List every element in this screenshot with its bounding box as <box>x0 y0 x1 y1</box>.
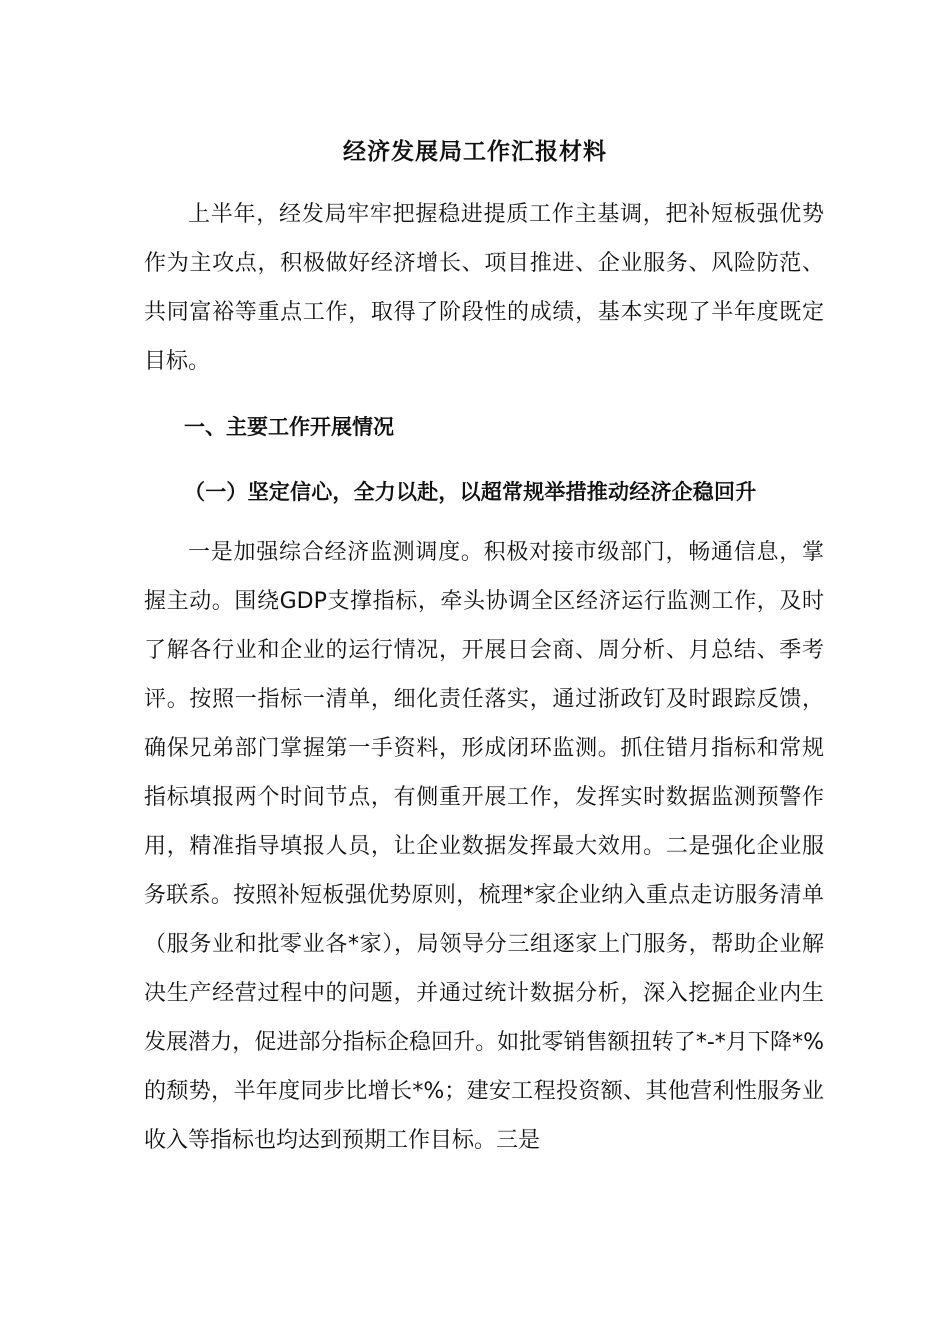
subsection-heading: （一）坚定信心，全力以赴，以超常规举措推动经济企稳回升 <box>184 480 757 504</box>
section-heading: 一、主要工作开展情况 <box>184 415 394 439</box>
body-paragraph: 一是加强综合经济监测调度。积极对接市级部门，畅通信息，掌握主动。围绕GDP支撑指标，牵头协调全区经济运行监测工作，及时了解各行业和企业的运行情况，开展日会商、周分析、月总结、季考评。按照一指标一清单，细化责任落实，通过浙政钉及时跟踪反馈，确保兄弟部门掌握第一手资料，形成闭环监测。抓住错月指标和常规指标填报两个时间节点，有侧重开展工作，发挥实时数据监测预警作用，精准指导填报人员，让企业数据发挥最大效用。二是强化企业服务联系。按照补短板强优势原则，梳理*家企业纳入重点走访服务清单（服务业和批零业各*家），局领导分三组逐家上门服务，帮助企业解决生产经营过程中的问题，并通过统计数据分析，深入挖掘企业内生发展潜力，促进部分指标企稳回升。如批零销售额扭转了*-*月下降*%的颓势，半年度同步比增长*%；建安工程投资额、其他营利性服务业收入等指标也均达到预期工作目标。三是 <box>144 540 824 1153</box>
intro-paragraph: 上半年，经发局牢牢把握稳进提质工作主基调，把补短板强优势作为主攻点，积极做好经济增长、项目推进、企业服务、风险防范、共同富裕等重点工作，取得了阶段性的成绩，基本实现了半年度既定目标。 <box>144 202 824 374</box>
document-title: 经济发展局工作汇报材料 <box>343 139 607 165</box>
